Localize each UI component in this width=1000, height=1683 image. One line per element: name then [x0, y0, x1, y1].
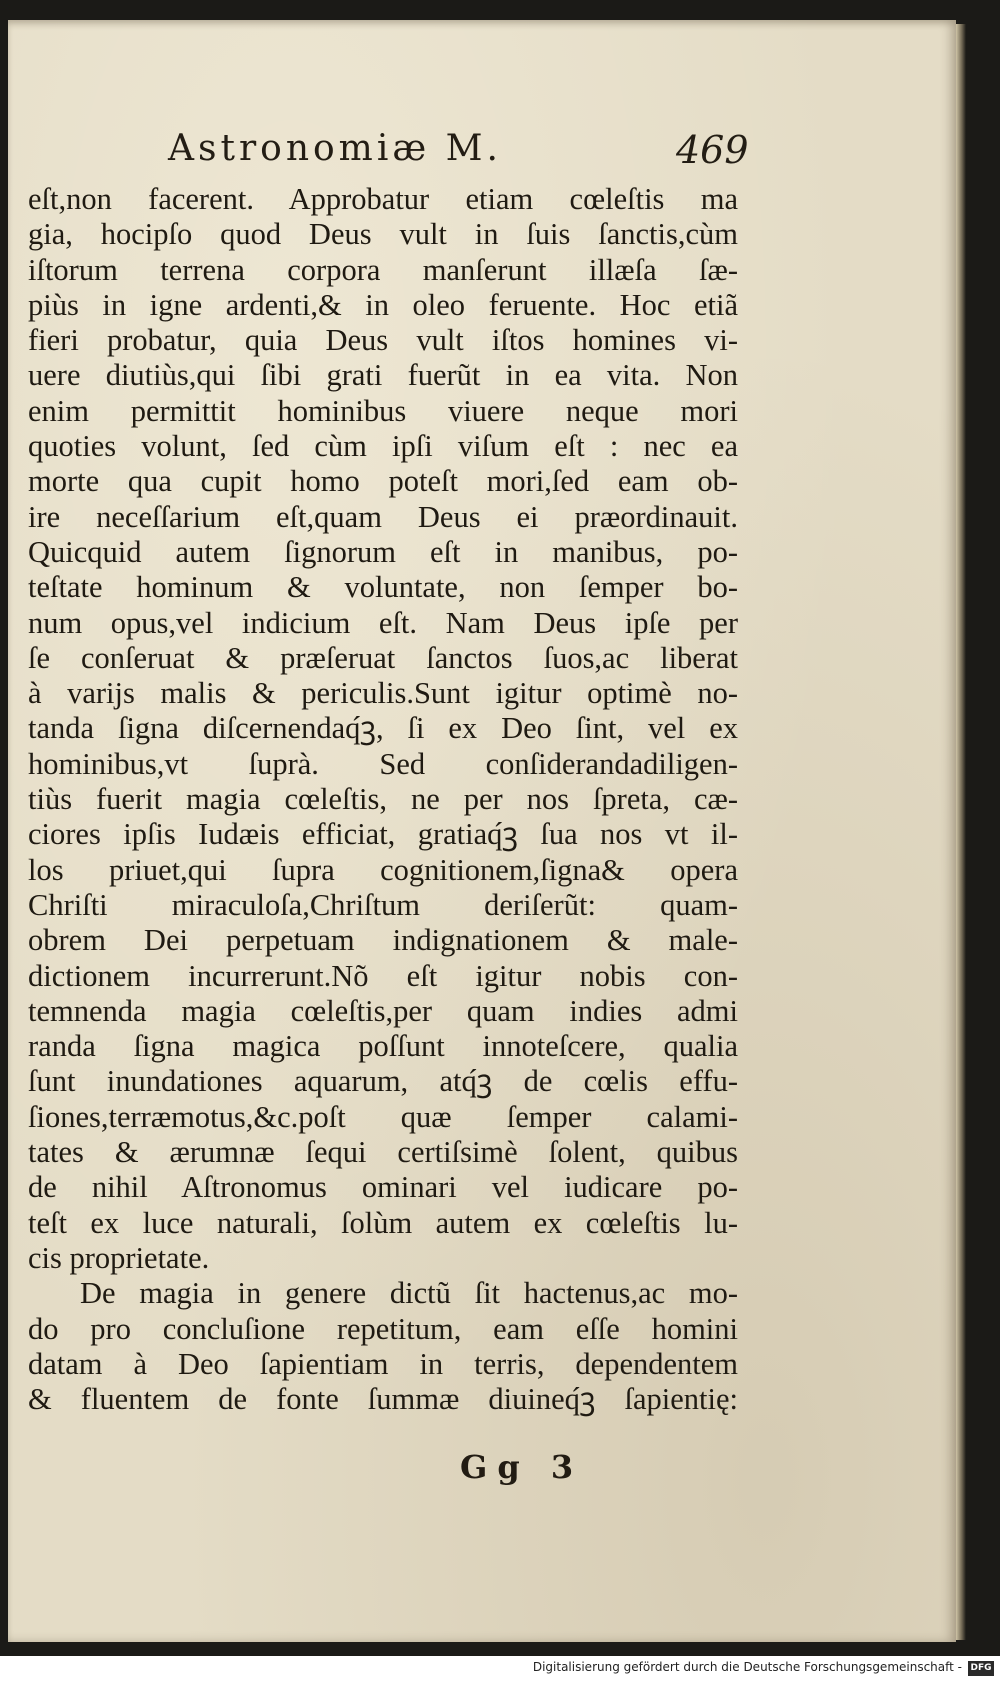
text-line: teſt ex luce naturali, ſolùm autem ex cœleſtis lu- — [28, 1205, 738, 1240]
text-line: morte qua cupit homo poteſt mori,ſed eam ob- — [28, 464, 738, 499]
text-line: ſiones,terræmotus,&c.poſt quæ ſemper calami- — [28, 1099, 738, 1134]
text-line: num opus,vel indicium eſt. Nam Deus ipſe per — [28, 605, 738, 640]
text-line: temnenda magia cœleſtis,per quam indies admi — [28, 993, 738, 1028]
text-line: obrem Dei perpetuam indignationem & male- — [28, 923, 738, 958]
text-line: los priuet,qui ſupra cognitionem,ſigna& opera — [28, 852, 738, 887]
text-line: gia, hocipſo quod Deus vult in ſuis ſanctis,cùm — [28, 217, 738, 252]
text-line: Chriſti miraculoſa,Chriſtum deriſerũt: quam- — [28, 887, 738, 922]
text-line: ſe conſeruat & præſeruat ſanctos ſuos,ac liberat — [28, 640, 738, 675]
text-line: uere diutiùs,qui ſibi grati fuerũt in ea vita. Non — [28, 358, 738, 393]
text-line: eſt,non facerent. Approbatur etiam cœleſtis ma — [28, 182, 738, 216]
text-line: piùs in igne ardenti,& in oleo feruente. Hoc etiã — [28, 287, 738, 322]
text-line: tiùs fuerit magia cœleſtis, ne per nos ſpreta, cæ- — [28, 782, 738, 817]
signature-mark: Gg 3 — [460, 1448, 584, 1486]
text-line: dictionem incurrerunt.Nõ eſt igitur nobis con- — [28, 958, 738, 993]
page-number: 469 — [676, 128, 749, 172]
text-line: quoties volunt, ſed cùm ipſi viſum eſt : nec ea — [28, 429, 738, 464]
text-line: randa ſigna magica poſſunt innoteſcere, qualia — [28, 1029, 738, 1064]
text-line: & fluentem de fonte ſummæ diuineq́ꝫ ſapientię: — [28, 1382, 738, 1417]
text-line: iſtorum terrena corpora manſerunt illæſa ſæ- — [28, 252, 738, 287]
text-line: hominibus,vt ſuprà. Sed conſiderandadiligen- — [28, 746, 738, 781]
text-line: de nihil Aſtronomus ominari vel iudicare po- — [28, 1170, 738, 1205]
book-page — [8, 20, 956, 1642]
text-line: cis proprietate. — [28, 1240, 210, 1275]
funding-credit: Digitalisierung gefördert durch die Deutsche Forschungsgemeinschaft - — [532, 1660, 962, 1674]
text-line: datam à Deo ſapientiam in terris, dependentem — [28, 1346, 738, 1381]
dfg-logo-icon: DFG — [968, 1661, 994, 1676]
text-line: tates & ærumnæ ſequi certiſsimè ſolent, quibus — [28, 1135, 738, 1170]
text-line: ſunt inundationes aquarum, atq́ꝫ de cœlis effu- — [28, 1064, 738, 1099]
running-head: Astronomiæ M. — [168, 128, 502, 169]
text-line: tanda ſigna diſcernendaq́ꝫ, ſi ex Deo ſint, vel ex — [28, 711, 738, 746]
page-edge-shadow — [956, 24, 966, 1640]
text-line: ciores ipſis Iudæis efficiat, gratiaq́ꝫ ſua nos vt il- — [28, 817, 738, 852]
text-line: fieri probatur, quia Deus vult iſtos homines vi- — [28, 323, 738, 358]
text-line-paragraph-start: De magia in genere dictũ ſit hactenus,ac mo- — [80, 1276, 738, 1311]
body-text — [28, 182, 738, 1417]
text-line: Quicquid autem ſignorum eſt in manibus, po- — [28, 534, 738, 569]
footer-bar — [0, 1656, 1000, 1683]
text-line: enim permittit hominibus viuere neque mori — [28, 393, 738, 428]
text-line: à varijs malis & periculis.Sunt igitur optimè no- — [28, 676, 738, 711]
text-line: do pro concluſione repetitum, eam eſſe homini — [28, 1311, 738, 1346]
text-line: teſtate hominum & voluntate, non ſemper bo- — [28, 570, 738, 605]
text-line: ire neceſſarium eſt,quam Deus ei præordinauit. — [28, 499, 738, 534]
